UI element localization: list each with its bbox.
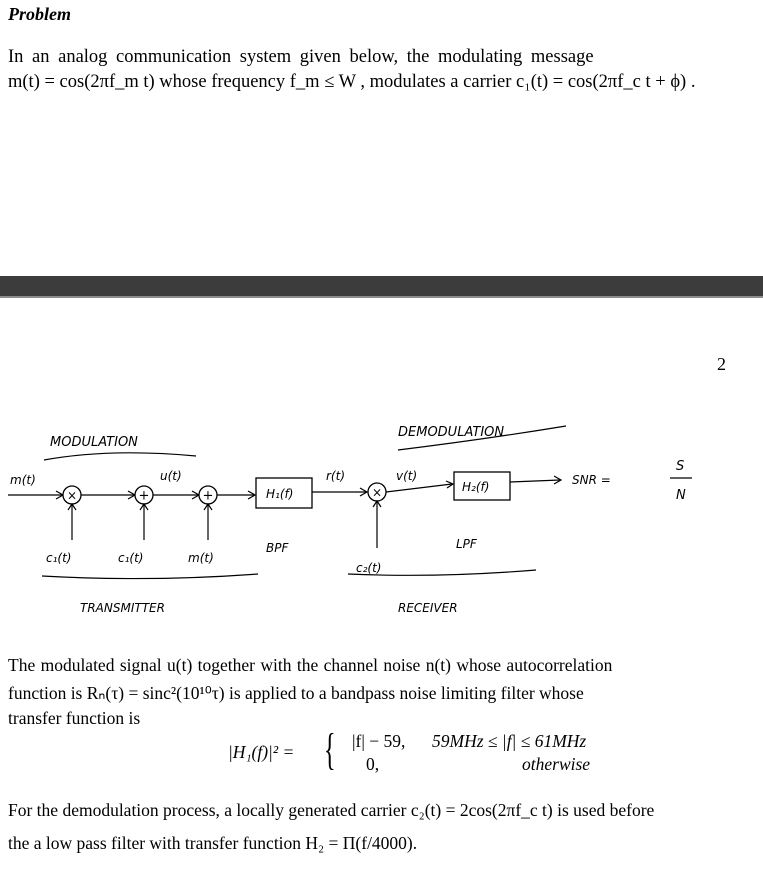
svg-text:+: + <box>202 488 214 504</box>
svg-text:×: × <box>372 485 383 500</box>
problem-line-2: m(t) = cos(2πf_m t) whose frequency f_m ≤ W , modulates a carrier c₁(t) = cos(2πf_c t + ϕ) . <box>8 72 696 92</box>
demodulation-label: DEMODULATION <box>398 425 505 440</box>
paragraph-2-line-1: For the demodulation process, a locally generated carrier c₂(t) = 2cos(2πf_c t) is used before <box>8 800 655 820</box>
c2-label: c₂(t) <box>356 561 382 575</box>
snr-s: S <box>676 459 685 474</box>
modulation-brace <box>44 453 196 460</box>
bpf-label: BPF <box>266 541 289 555</box>
page-break-shadow <box>0 296 763 298</box>
mt-noise-label: m(t) <box>188 551 214 565</box>
paragraph-2-line-2: the a low pass filter with transfer function H₂ = Π(f/4000). <box>8 833 418 853</box>
page-break-bar <box>0 276 763 296</box>
equation-case-1-expr: |f| − 59, <box>352 731 406 751</box>
receiver-label: RECEIVER <box>398 601 458 615</box>
lpf-block-label: H₂(f) <box>462 480 490 494</box>
c1-label-a: c₁(t) <box>46 551 72 565</box>
svg-text:+: + <box>138 488 150 504</box>
transmitter-brace <box>42 574 258 579</box>
rt-label: r(t) <box>326 469 346 483</box>
paragraph-1-line-3: transfer function is <box>8 708 141 728</box>
c1-label-b: c₁(t) <box>118 551 144 565</box>
paragraph-1-line-1: The modulated signal u(t) together with the channel noise n(t) whose autocorrelation <box>8 655 613 675</box>
bpf-block-label: H₁(f) <box>266 487 294 501</box>
block-diagram <box>0 400 763 630</box>
input-mt-label: m(t) <box>10 473 36 487</box>
modulation-label: MODULATION <box>50 435 138 450</box>
lpf-label: LPF <box>456 537 477 551</box>
equation-lhs: |H₁(f)|² = <box>228 742 295 762</box>
equation-case-1-cond: 59MHz ≤ |f| ≤ 61MHz <box>432 731 587 751</box>
ut-label: u(t) <box>160 469 182 483</box>
equation-case-2-expr: 0, <box>366 754 380 774</box>
snr-label: SNR = <box>572 473 611 487</box>
equation-brace: { <box>324 725 336 774</box>
equation-case-2-cond: otherwise <box>522 754 591 774</box>
snr-n: N <box>676 488 686 503</box>
paragraph-1-line-2: function is Rₙ(τ) = sinc²(10¹⁰τ) is applied to a bandpass noise limiting filter whose <box>8 683 584 703</box>
svg-text:×: × <box>67 488 78 503</box>
problem-title: Problem <box>8 4 71 24</box>
problem-line-1: In an analog communication system given below, the modulating message <box>8 47 594 67</box>
page-number: 2 <box>717 354 726 374</box>
vt-label: v(t) <box>396 469 418 483</box>
transmitter-label: TRANSMITTER <box>80 601 165 615</box>
